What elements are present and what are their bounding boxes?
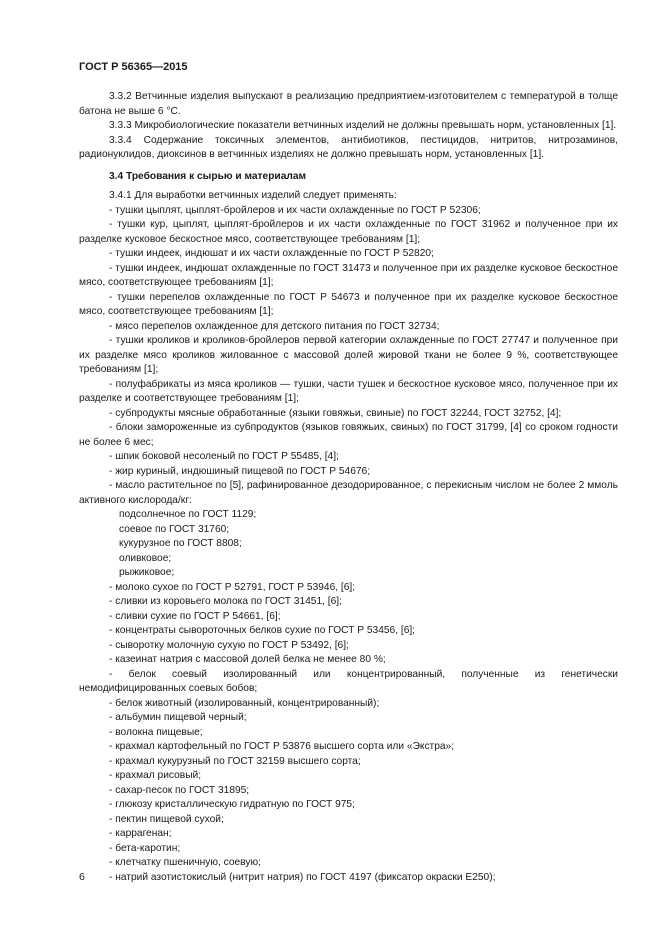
sub-list-item: рыжиковое;: [119, 567, 175, 578]
paragraph: 3.3.3 Микробиологические показатели ветчинных изделий не должны превышать норм, установленных [1].: [109, 120, 617, 131]
paragraph: - молоко сухое по ГОСТ Р 52791, ГОСТ Р 53946, [6];: [109, 581, 356, 593]
document-body: [79, 90, 618, 885]
paragraph: - блоки замороженные из субпродуктов (языков говяжьих, свиных) по ГОСТ 31799, [4] со сроком годности не более 6 мес;: [79, 422, 618, 448]
section-heading: 3.4 Требования к сырью и материалам: [109, 170, 307, 182]
paragraph: - белок животный (изолированный, концентрированный);: [109, 697, 380, 709]
paragraph: - тушки индеек, индюшат охлажденные по ГОСТ 31473 и полученное при их разделке кусковое бескостное мясо, соответствующее требованиям [1];: [79, 262, 618, 288]
paragraph: - крахмал кукурузный по ГОСТ 32159 высшего сорта;: [109, 755, 361, 767]
sub-list-item: оливковое;: [119, 552, 172, 564]
sub-list-item: подсолнечное по ГОСТ 1129;: [119, 509, 257, 520]
paragraph: - волокна пищевые;: [109, 726, 203, 738]
paragraph: - казеинат натрия с массовой долей белка не менее 80 %;: [109, 654, 386, 665]
paragraph: - сыворотку молочную сухую по ГОСТ Р 53492, [6];: [109, 639, 349, 651]
sub-list-item: соевое по ГОСТ 31760;: [119, 523, 230, 535]
paragraph: - субпродукты мясные обработанные (языки говяжьи, свиные) по ГОСТ 32244, ГОСТ 32752, [4];: [109, 407, 562, 419]
paragraph: 3.3.4 Содержание токсичных элементов, антибиотиков, пестицидов, нитритов, нитрозаминов, радионуклидов, диоксинов в ветчинных изделиях не должно превышать норм, установленных [1].: [79, 134, 618, 160]
paragraph: - концентраты сывороточных белков сухие по ГОСТ Р 53456, [6];: [109, 625, 416, 636]
sub-list-item: кукурузное по ГОСТ 8808;: [119, 538, 242, 549]
paragraph: - каррагенан;: [109, 828, 172, 839]
paragraph: - жир куриный, индюшиный пищевой по ГОСТ Р 54676;: [109, 465, 371, 477]
paragraph: - тушки цыплят, цыплят-бройлеров и их части охлажденные по ГОСТ Р 52306;: [109, 204, 481, 216]
paragraph: - шпик боковой несоленый по ГОСТ Р 55485, [4];: [109, 451, 339, 462]
document-header: ГОСТ Р 56365—2015: [79, 61, 188, 73]
paragraph: - полуфабрикаты из мяса кроликов — тушки, части тушек и бескостное кусковое мясо, полученное при их разделке и соответствующее требованиям [1];: [79, 378, 618, 404]
paragraph: - масло растительное по [5], рафинированное дезодорированное, с перекисным числом не более 2 ммоль активного кислорода/кг:: [79, 480, 618, 506]
paragraph: - бета-каротин;: [109, 842, 181, 854]
paragraph: 3.3.2 Ветчинные изделия выпускают в реализацию предприятием-изготовителем с температурой в толще батона не выше 6 °С.: [79, 91, 618, 117]
paragraph: - тушки кур, цыплят, цыплят-бройлеров и их части охлажденные по ГОСТ 31962 и полученное при их разделке кусковое бескостное мясо, соответствующее требованиям [1];: [79, 219, 618, 245]
paragraph: - тушки кроликов и кроликов-бройлеров первой категории охлажденные по ГОСТ 27747 и полученное при их разделке мясо кроликов жилованное с массовой долей жировой ткани не более 9 %, соответствующее требованиям [1];: [79, 335, 618, 375]
paragraph: - натрий азотистокислый (нитрит натрия) по ГОСТ 4197 (фиксатор окраски Е250);: [109, 871, 496, 883]
paragraph: - глюкозу кристаллическую гидратную по ГОСТ 975;: [109, 799, 355, 810]
paragraph: - сливки из коровьего молока по ГОСТ 31451, [6];: [109, 596, 342, 607]
paragraph: - крахмал рисовый;: [109, 770, 202, 781]
paragraph: - белок соевый изолированный или концентрированный, полученные из генетически немодифицированных соевых бобов;: [79, 668, 618, 694]
page-number: 6: [79, 871, 85, 883]
paragraph: 3.4.1 Для выработки ветчинных изделий следует применять:: [109, 190, 397, 201]
paragraph: - тушки перепелов охлажденные по ГОСТ Р 54673 и полученное при их разделке кусковое бескостное мясо, соответствующее требованиям [1];: [79, 291, 618, 317]
paragraph: - мясо перепелов охлажденное для детского питания по ГОСТ 32734;: [109, 320, 440, 332]
paragraph: - крахмал картофельный по ГОСТ Р 53876 высшего сорта или «Экстра»;: [109, 741, 455, 752]
paragraph: - сахар-песок по ГОСТ 31895;: [109, 784, 250, 796]
paragraph: - пектин пищевой сухой;: [109, 813, 224, 825]
paragraph: - клетчатку пшеничную, соевую;: [109, 857, 261, 868]
paragraph: - сливки сухие по ГОСТ Р 54661, [6];: [109, 610, 281, 622]
paragraph: - альбумин пищевой черный;: [109, 712, 247, 723]
paragraph: - тушки индеек, индюшат и их части охлажденные по ГОСТ Р 52820;: [109, 248, 434, 259]
